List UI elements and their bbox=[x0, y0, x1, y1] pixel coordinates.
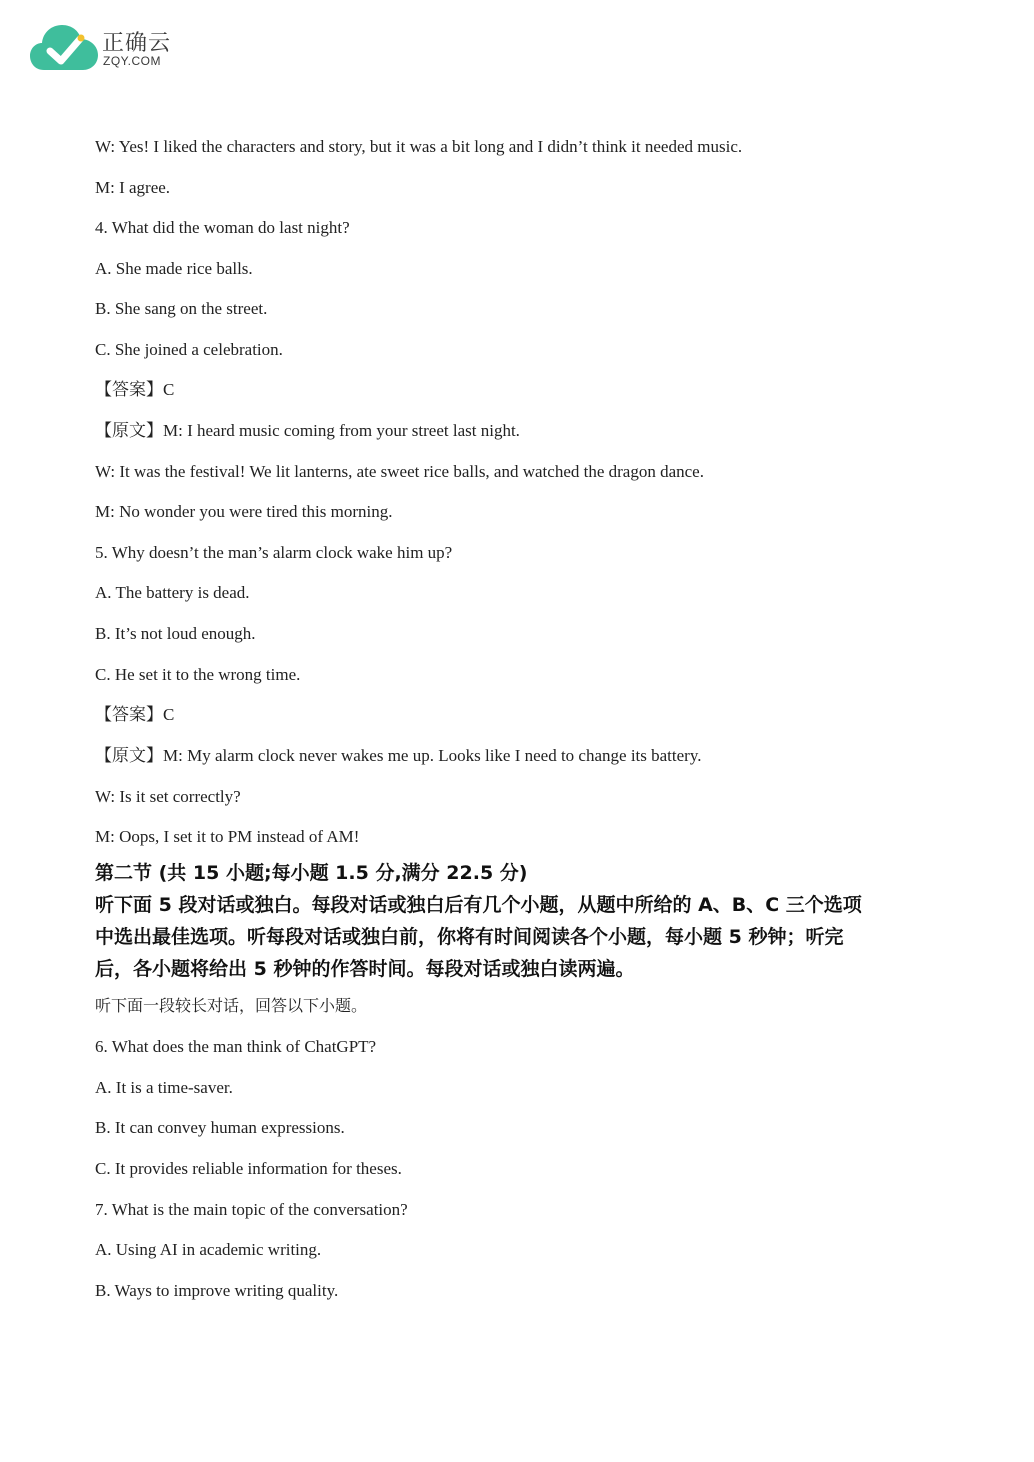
dialogue-line: W: Is it set correctly? bbox=[95, 787, 241, 806]
logo-text-en: ZQY.COM bbox=[103, 54, 161, 68]
option-a: A. It is a time-saver. bbox=[95, 1078, 233, 1097]
dialogue-line: W: It was the festival! We lit lanterns, ate sweet rice balls, and watched the dragon dance. bbox=[95, 462, 704, 481]
option-a: A. The battery is dead. bbox=[95, 583, 250, 602]
option-b: B. It’s not loud enough. bbox=[95, 624, 256, 643]
zqy-logo bbox=[30, 22, 190, 76]
listening-instruction: 听下面一段较长对话，回答以下小题。 bbox=[95, 996, 368, 1015]
dialogue-line: M: Oops, I set it to PM instead of AM! bbox=[95, 827, 360, 846]
question-7: 7. What is the main topic of the conversation? bbox=[95, 1200, 408, 1219]
option-b: B. She sang on the street. bbox=[95, 299, 268, 318]
question-4: 4. What did the woman do last night? bbox=[95, 218, 350, 237]
transcript-line: 【原文】M: My alarm clock never wakes me up. Looks like I need to change its battery. bbox=[95, 746, 702, 765]
section-directions-line: 后，各小题将给出 5 秒钟的作答时间。每段对话或独白读两遍。 bbox=[95, 958, 635, 980]
dialogue-line: M: I agree. bbox=[95, 178, 171, 197]
dialogue-line: W: Yes! I liked the characters and story, but it was a bit long and I didn’t think it needed music. bbox=[95, 137, 743, 156]
question-6: 6. What does the man think of ChatGPT? bbox=[95, 1037, 377, 1056]
dialogue-line: M: No wonder you were tired this morning. bbox=[95, 502, 393, 521]
option-a: A. Using AI in academic writing. bbox=[95, 1240, 322, 1259]
option-c: C. It provides reliable information for theses. bbox=[95, 1159, 402, 1178]
option-c: C. He set it to the wrong time. bbox=[95, 665, 301, 684]
section-directions-line: 中选出最佳选项。听每段对话或独白前，你将有时间阅读各个小题，每小题 5 秒钟；听完 bbox=[95, 926, 844, 948]
section-directions-line: 听下面 5 段对话或独白。每段对话或独白后有几个小题，从题中所给的 A、B、C 三个选项 bbox=[95, 894, 862, 916]
option-b: B. It can convey human expressions. bbox=[95, 1118, 345, 1137]
option-a: A. She made rice balls. bbox=[95, 259, 253, 278]
answer-line: 【答案】C bbox=[95, 380, 175, 399]
cloud-check-icon bbox=[30, 22, 98, 72]
option-b: B. Ways to improve writing quality. bbox=[95, 1281, 339, 1300]
logo-text-cn: 正确云 bbox=[102, 31, 172, 56]
answer-line: 【答案】C bbox=[95, 705, 175, 724]
transcript-line: 【原文】M: I heard music coming from your street last night. bbox=[95, 421, 520, 440]
option-c: C. She joined a celebration. bbox=[95, 340, 283, 359]
section-title: 第二节 (共 15 小题;每小题 1.5 分,满分 22.5 分) bbox=[95, 862, 528, 884]
question-5: 5. Why doesn’t the man’s alarm clock wake him up? bbox=[95, 543, 453, 562]
